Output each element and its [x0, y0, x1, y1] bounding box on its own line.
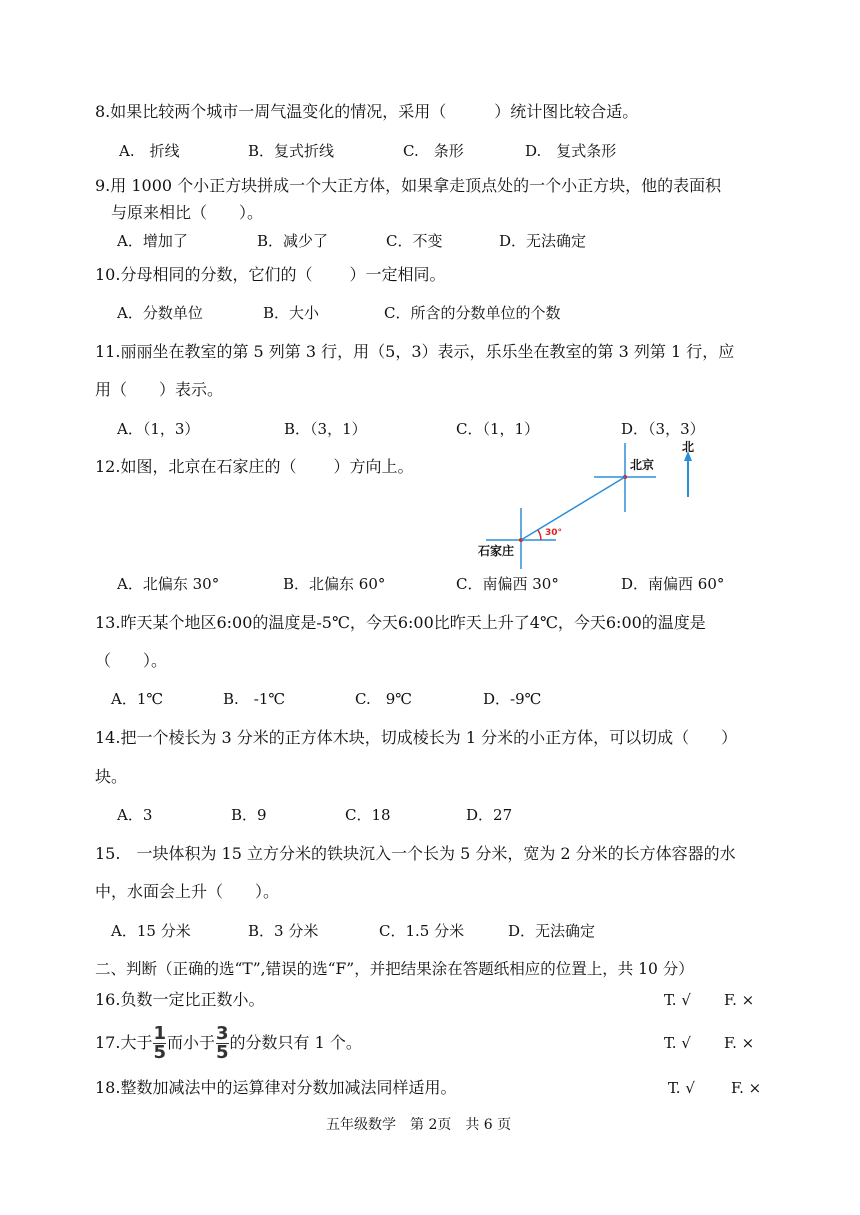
q9-option-b: B．减少了 [257, 232, 329, 250]
q9-option-a: A．增加了 [117, 232, 188, 250]
q9-option-d: D．无法确定 [499, 232, 587, 250]
q13-stem-line2: （ ）。 [95, 651, 168, 670]
q14-stem-line2: 块。 [95, 767, 128, 786]
q8-option-a: A. 折线 [119, 142, 180, 160]
q8-option-c: C. 条形 [403, 142, 464, 160]
angle-label: 30° [545, 528, 563, 538]
q12-option-b: B．北偏东 60° [283, 575, 386, 593]
q9-stem-line1: 9.用 1000 个小正方块拼成一个大正方体，如果拿走顶点处的一个小正方块，他的表面积 [95, 176, 722, 195]
q13-option-d: D．-9℃ [483, 690, 542, 708]
q12-option-c: C．南偏西 30° [456, 575, 559, 593]
q15-option-a: A．15 分米 [111, 922, 191, 940]
fraction-three-fifths [216, 1023, 229, 1063]
angle-arc [538, 530, 541, 540]
fraction-numerator: 1 [153, 1023, 166, 1044]
q15-option-c: C．1.5 分米 [379, 922, 465, 940]
q17-true-option: T. √ [664, 1034, 691, 1052]
q11-option-a: A．（1，3） [117, 420, 200, 438]
q17-prefix: 17.大于 [95, 1033, 153, 1052]
q13-option-a: A．1℃ [111, 690, 164, 708]
q11-option-c: C．（1，1） [456, 420, 540, 438]
q8-option-d: D. 复式条形 [525, 142, 617, 160]
q10-stem: 10.分母相同的分数，它们的（ ）一定相同。 [95, 265, 446, 284]
q18-false-option: F. × [731, 1079, 762, 1097]
q16-true-option: T. √ [664, 991, 691, 1009]
q10-option-a: A．分数单位 [117, 304, 203, 322]
beijing-label: 北京 [630, 458, 655, 472]
q13-option-c: C. 9℃ [355, 690, 413, 708]
fraction-one-fifth [153, 1023, 166, 1063]
shijiazhuang-label: 石家庄 [478, 544, 515, 558]
q11-stem-line2: 用（ ）表示。 [95, 380, 224, 399]
q9-option-c: C．不变 [386, 232, 443, 250]
q14-option-b: B．9 [231, 806, 267, 824]
direction-figure [470, 435, 700, 570]
q17-middle: 而小于 [166, 1033, 215, 1052]
fraction-denominator: 5 [153, 1042, 166, 1063]
q15-option-d: D．无法确定 [508, 922, 596, 940]
q14-stem-line1: 14.把一个棱长为 3 分米的正方体木块，切成棱长为 1 分米的小正方体，可以切成（ ） [95, 728, 738, 747]
q12-option-d: D．南偏西 60° [621, 575, 725, 593]
q15-stem-line2: 中，水面会上升（ ）。 [95, 882, 280, 901]
q16-stem: 16.负数一定比正数小。 [95, 990, 265, 1009]
q8-stem: 8.如果比较两个城市一周气温变化的情况，采用（ ）统计图比较合适。 [95, 102, 639, 121]
north-label: 北 [682, 440, 695, 454]
q14-option-c: C．18 [345, 806, 391, 824]
q17-stem [95, 1024, 362, 1062]
q11-option-b: B．（3，1） [284, 420, 367, 438]
q17-suffix: 的分数只有 1 个。 [229, 1033, 362, 1052]
q12-stem: 12.如图，北京在石家庄的（ ）方向上。 [95, 457, 414, 476]
q13-stem-line1: 13.昨天某个地区6:00的温度是-5℃，今天6:00比昨天上升了4℃，今天6:00的温度是 [95, 613, 706, 632]
section-heading-judgement: 二、判断（正确的选“T”,错误的选“F”，并把结果涂在答题纸相应的位置上，共 10 分） [95, 960, 694, 978]
q18-stem: 18.整数加减法中的运算律对分数加减法同样适用。 [95, 1078, 457, 1097]
q10-option-b: B．大小 [263, 304, 320, 322]
q12-option-a: A．北偏东 30° [117, 575, 220, 593]
q16-false-option: F. × [724, 991, 755, 1009]
q14-option-d: D．27 [466, 806, 513, 824]
q18-true-option: T. √ [668, 1079, 695, 1097]
q8-option-b: B．复式折线 [248, 142, 335, 160]
fraction-numerator: 3 [216, 1023, 229, 1044]
q14-option-a: A．3 [117, 806, 153, 824]
q10-option-c: C．所含的分数单位的个数 [384, 304, 561, 322]
connecting-line [521, 477, 625, 540]
q13-option-b: B. -1℃ [223, 690, 286, 708]
q9-stem-line2: 与原来相比（ ）。 [111, 203, 264, 222]
q11-option-d: D．（3，3） [621, 420, 705, 438]
q11-stem-line1: 11.丽丽坐在教室的第 5 列第 3 行，用（5，3）表示，乐乐坐在教室的第 3 列第 1 行，应 [95, 342, 735, 361]
page-footer: 五年级数学 第 2页 共 6 页 [326, 1117, 512, 1133]
q15-stem-line1: 15. 一块体积为 15 立方分米的铁块沉入一个长为 5 分米，宽为 2 分米的长方体容器的水 [95, 844, 736, 863]
q15-option-b: B．3 分米 [248, 922, 319, 940]
q17-false-option: F. × [724, 1034, 755, 1052]
fraction-denominator: 5 [216, 1042, 229, 1063]
